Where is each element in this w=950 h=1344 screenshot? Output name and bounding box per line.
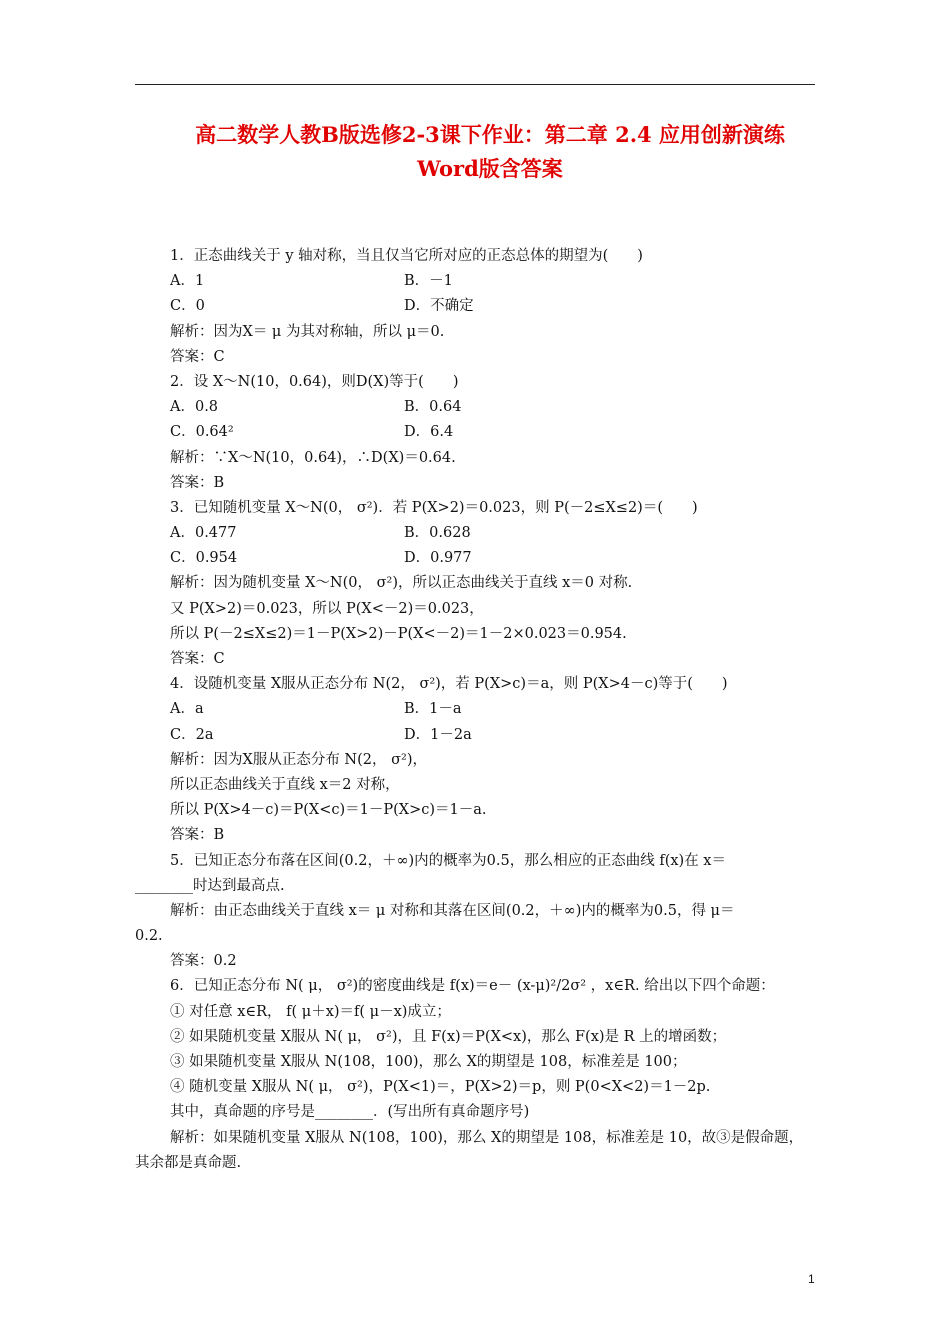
option-left: A．a [170, 701, 204, 718]
option-row [170, 546, 820, 571]
text-line: ________时达到最高点. [135, 877, 285, 894]
option-right: D．0.977 [404, 550, 472, 567]
document-title [150, 118, 830, 186]
option-row [170, 269, 820, 294]
option-right: D．6.4 [404, 424, 454, 441]
text-line: 解析：因为X＝ μ 为其对称轴，所以 μ＝0. [170, 323, 445, 340]
text-line: 解析：因为X服从正态分布 N(2， σ²)， [170, 751, 427, 768]
option-row [170, 395, 820, 420]
header-rule [135, 84, 815, 85]
text-line: ④ 随机变量 X服从 N( μ， σ²)，P(X<1)＝，P(X>2)＝p，则 P(0<X<2)＝1－2p. [170, 1079, 711, 1096]
option-left: C．0 [170, 298, 205, 315]
option-left: C．0.954 [170, 550, 238, 567]
text-line: 答案：0.2 [170, 953, 237, 970]
option-left: A．0.8 [170, 399, 219, 416]
text-line: 所以 P(－2≤X≤2)＝1－P(X>2)－P(X<－2)＝1－2×0.023＝0.954. [170, 625, 627, 642]
option-right: B．1－a [404, 701, 462, 718]
option-left: C．0.64² [170, 424, 234, 441]
option-row [170, 294, 820, 319]
option-left: A．1 [170, 273, 205, 290]
option-row [170, 697, 820, 722]
option-row [170, 521, 820, 546]
text-line: 答案：B [170, 474, 225, 491]
text-line: 答案：B [170, 827, 225, 844]
text-line: 答案：C [170, 348, 225, 365]
option-right: D．不确定 [404, 298, 474, 315]
text-line: 其中，真命题的序号是________．(写出所有真命题序号) [170, 1104, 530, 1121]
option-right: B．0.64 [404, 399, 462, 416]
text-line: 5．已知正态分布落在区间(0.2，＋∞)内的概率为0.5，那么相应的正态曲线 f(x)在 x＝ [170, 852, 726, 869]
option-left: C．2a [170, 726, 214, 743]
option-left: A．0.477 [170, 525, 237, 542]
text-line: 4．设随机变量 X服从正态分布 N(2， σ²)，若 P(X>c)＝a，则 P(X>4－c)等于( ) [170, 676, 728, 693]
option-right: D．1－2a [404, 726, 472, 743]
text-line: 又 P(X>2)＝0.023，所以 P(X<－2)＝0.023， [170, 600, 484, 617]
option-right: B．－1 [404, 273, 453, 290]
text-line: 解析：由正态曲线关于直线 x＝ μ 对称和其落在区间(0.2，＋∞)内的概率为0.5，得 μ＝ [170, 902, 735, 919]
text-line: ① 对任意 x∈R， f( μ＋x)＝f( μ－x)成立； [170, 1003, 451, 1020]
option-row [170, 420, 820, 445]
title-line-2: Word版含答案 [417, 156, 563, 181]
text-line: 3．已知随机变量 X～N(0， σ²)．若 P(X>2)＝0.023，则 P(－2≤X≤2)＝( ) [170, 499, 698, 516]
text-line: 答案：C [170, 651, 225, 667]
title-line-1: 高二数学人教B版选修2-3课下作业：第二章 2.4 应用创新演练 [195, 122, 785, 147]
text-line: 6．已知正态分布 N( μ， σ²)的密度曲线是 f(x)＝e－ (x-μ)²/2σ² ，x∈R. 给出以下四个命题： [170, 978, 775, 995]
text-line: 2．设 X～N(10，0.64)，则D(X)等于( ) [170, 373, 459, 390]
text-line: ③ 如果随机变量 X服从 N(108，100)，那么 X的期望是 108，标准差是 100； [170, 1054, 687, 1070]
option-row [170, 723, 820, 748]
text-line: 解析：∵X～N(10，0.64)，∴D(X)＝0.64. [170, 449, 456, 466]
text-line: 所以正态曲线关于直线 x＝2 对称， [170, 776, 400, 793]
text-line: 0.2. [135, 928, 163, 945]
document-body [135, 244, 820, 1176]
option-right: B．0.628 [404, 525, 471, 542]
text-line: 解析：因为随机变量 X～N(0， σ²)，所以正态曲线关于直线 x＝0 对称. [170, 575, 633, 592]
text-line: ② 如果随机变量 X服从 N( μ， σ²)，且 F(x)＝P(X<x)，那么 F(x)是 R 上的增函数； [170, 1028, 727, 1045]
text-line: 1．正态曲线关于 y 轴对称，当且仅当它所对应的正态总体的期望为( ) [170, 248, 643, 264]
text-line: 其余都是真命题. [135, 1154, 242, 1171]
page-number: 1 [808, 1272, 815, 1286]
text-line: 解析：如果随机变量 X服从 N(108，100)，那么 X的期望是 108，标准差是 10，故③是假命题， [170, 1129, 804, 1146]
text-line: 所以 P(X>4－c)＝P(X<c)＝1－P(X>c)＝1－a. [170, 802, 487, 819]
